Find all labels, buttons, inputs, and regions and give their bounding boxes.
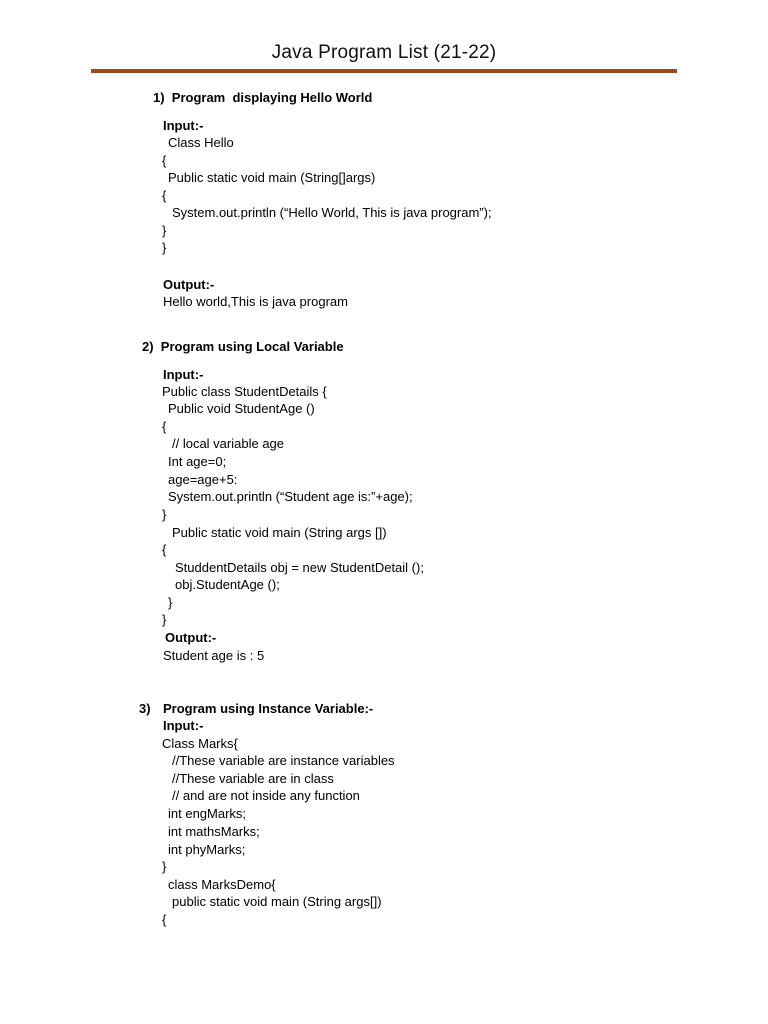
code-line: { <box>162 153 167 168</box>
program-2-output: Student age is : 5 <box>163 648 265 663</box>
program-3-heading: Program using Instance Variable:- <box>163 701 374 716</box>
code-line: { <box>162 419 167 434</box>
program-3-number: 3) <box>139 701 151 716</box>
program-1-heading: 1) Program displaying Hello World <box>153 90 373 105</box>
code-line: } <box>168 595 173 610</box>
code-line: } <box>162 612 167 627</box>
program-1-output-label: Output:- <box>163 277 215 292</box>
code-line: System.out.println (“Hello World, This is java program”); <box>172 205 492 220</box>
code-line: System.out.println (“Student age is:”+age); <box>168 489 413 504</box>
code-line: Public static void main (String[]args) <box>168 170 376 185</box>
code-line: StuddentDetails obj = new StudentDetail (); <box>175 560 424 575</box>
code-line: Public class StudentDetails { <box>162 384 327 399</box>
code-line: } <box>162 240 167 255</box>
code-line: Int age=0; <box>168 454 227 469</box>
code-line: Class Marks{ <box>162 736 238 751</box>
code-line: Public static void main (String args []) <box>172 525 387 540</box>
code-line: } <box>162 507 167 522</box>
program-2-output-label: Output:- <box>165 630 217 645</box>
program-1-input-label: Input:- <box>163 118 204 133</box>
code-line: int engMarks; <box>168 806 247 821</box>
page-title: Java Program List (21-22) <box>271 42 497 63</box>
code-line: Class Hello <box>168 135 234 150</box>
code-line: // and are not inside any function <box>172 788 360 803</box>
code-line: public static void main (String args[]) <box>172 894 382 909</box>
code-line: } <box>162 223 167 238</box>
code-line: // local variable age <box>172 436 285 451</box>
program-2-heading: 2) Program using Local Variable <box>142 339 344 354</box>
code-line: { <box>162 188 167 203</box>
code-line: //These variable are in class <box>172 771 334 786</box>
code-line: class MarksDemo{ <box>168 877 276 892</box>
code-line: Public void StudentAge () <box>168 401 315 416</box>
code-line: //These variable are instance variables <box>172 753 395 768</box>
program-2-input-label: Input:- <box>163 367 204 382</box>
title-divider <box>91 69 677 73</box>
code-line: { <box>162 542 167 557</box>
code-line: age=age+5: <box>168 472 238 487</box>
program-1-output: Hello world,This is java program <box>163 294 348 309</box>
code-line: { <box>162 912 167 927</box>
code-line: } <box>162 859 167 874</box>
code-line: int phyMarks; <box>168 842 246 857</box>
code-line: obj.StudentAge (); <box>175 577 280 592</box>
code-line: int mathsMarks; <box>168 824 260 839</box>
program-3-input-label: Input:- <box>163 718 204 733</box>
